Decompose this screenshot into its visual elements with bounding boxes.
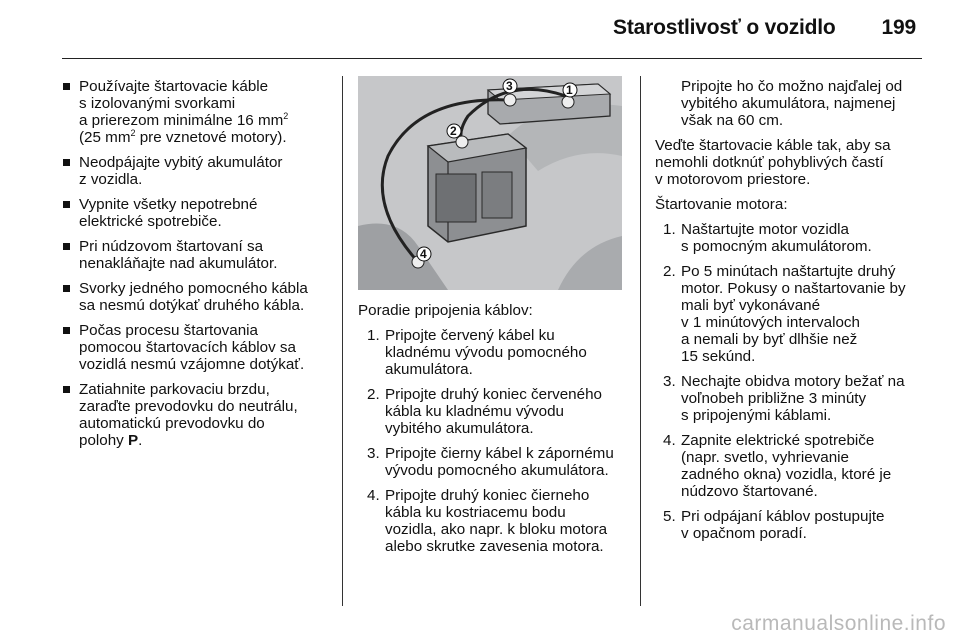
- engine-bay-drawing: [358, 76, 622, 290]
- page-header: [613, 16, 916, 40]
- column-divider-2: [640, 76, 641, 606]
- steps-heading: Poradie pripojenia káblov:: [358, 302, 533, 319]
- watermark-logo: carmanualsonline.info: [731, 612, 946, 635]
- list-item: 3. Pripojte čierny kábel k zápornému vývodu pomocného akumulátora.: [367, 445, 614, 479]
- paragraph: Veďte štartovacie káble tak, aby sa nemohli dotknúť pohyblivých častí v motorovom priestore.: [655, 137, 891, 188]
- header-rule: [62, 58, 922, 59]
- column-2: [358, 302, 626, 563]
- list-item: 4. Pripojte druhý koniec čierneho kábla ku kostriacemu bodu vozidla, ako napr. k bloku motora alebo skrutke zavesenia motora.: [367, 487, 608, 555]
- bullet-item: Používajte štartovacie káble s izolovanými svorkami a prierezom minimálne 16 $mm^2$ (25 $mm^2$ pre vznetové motory).: [62, 78, 334, 146]
- bullet-item: Vypnite všetky nepotrebné elektrické spotrebiče.: [62, 196, 334, 230]
- section-heading: Štartovanie motora:: [655, 196, 788, 213]
- page-number: 199: [881, 16, 916, 39]
- list-item-continuation: Pripojte ho čo možno najďalej od vybitého akumulátora, najmenej však na 60 cm.: [681, 78, 903, 129]
- list-item: 5. Pri odpájaní káblov postupujte v opačnom poradí.: [663, 508, 885, 542]
- list-item: 2. Pripojte druhý koniec červeného kábla ku kladnému vývodu vybitého akumulátora.: [367, 386, 602, 437]
- list-item: 2. Po 5 minútach naštartujte druhý motor. Pokusy o naštartovanie by mali byť vykonávané v 1 minútových intervaloch a nemali by byť dlhšie než 15 sekúnd.: [663, 263, 906, 365]
- bullet-item: Svorky jedného pomocného kábla sa nesmú dotýkať druhého kábla.: [62, 280, 334, 314]
- list-item: 1. Pripojte červený kábel ku kladnému vývodu pomocného akumulátora.: [367, 327, 587, 378]
- list-item: 4. Zapnite elektrické spotrebiče (napr. svetlo, vyhrievanie zadného okna) vozidla, ktoré je núdzovo štartované.: [663, 432, 892, 500]
- callout-4: 4: [420, 247, 427, 261]
- callout-3: 3: [506, 79, 513, 93]
- callout-2: 2: [450, 124, 457, 138]
- discharged-battery: [428, 134, 526, 242]
- bullet-item: Zatiahnite parkovaciu brzdu, zaraďte prevodovku do neutrálu, automatickú prevodovku do polohy P.: [62, 381, 334, 449]
- column-1: [62, 78, 334, 457]
- column-3: [655, 78, 925, 550]
- header-title: Starostlivosť o vozidlo: [613, 16, 836, 39]
- list-item: 1. Naštartujte motor vozidla s pomocným akumulátorom.: [663, 221, 872, 255]
- list-item: 3. Nechajte obidva motory bežať na voľnobeh približne 3 minúty s pripojenými káblami.: [663, 373, 905, 424]
- bullet-item: Pri núdzovom štartovaní sa nenakláňajte nad akumulátor.: [62, 238, 334, 272]
- callout-1: 1: [566, 83, 573, 97]
- bullet-item: Počas procesu štartovania pomocou štartovacích káblov sa vozidlá nesmú vzájomne dotýkať.: [62, 322, 334, 373]
- bullet-item: Neodpájajte vybitý akumulátor z vozidla.: [62, 154, 334, 188]
- column-divider-1: [342, 76, 343, 606]
- jump-start-illustration: [358, 76, 622, 290]
